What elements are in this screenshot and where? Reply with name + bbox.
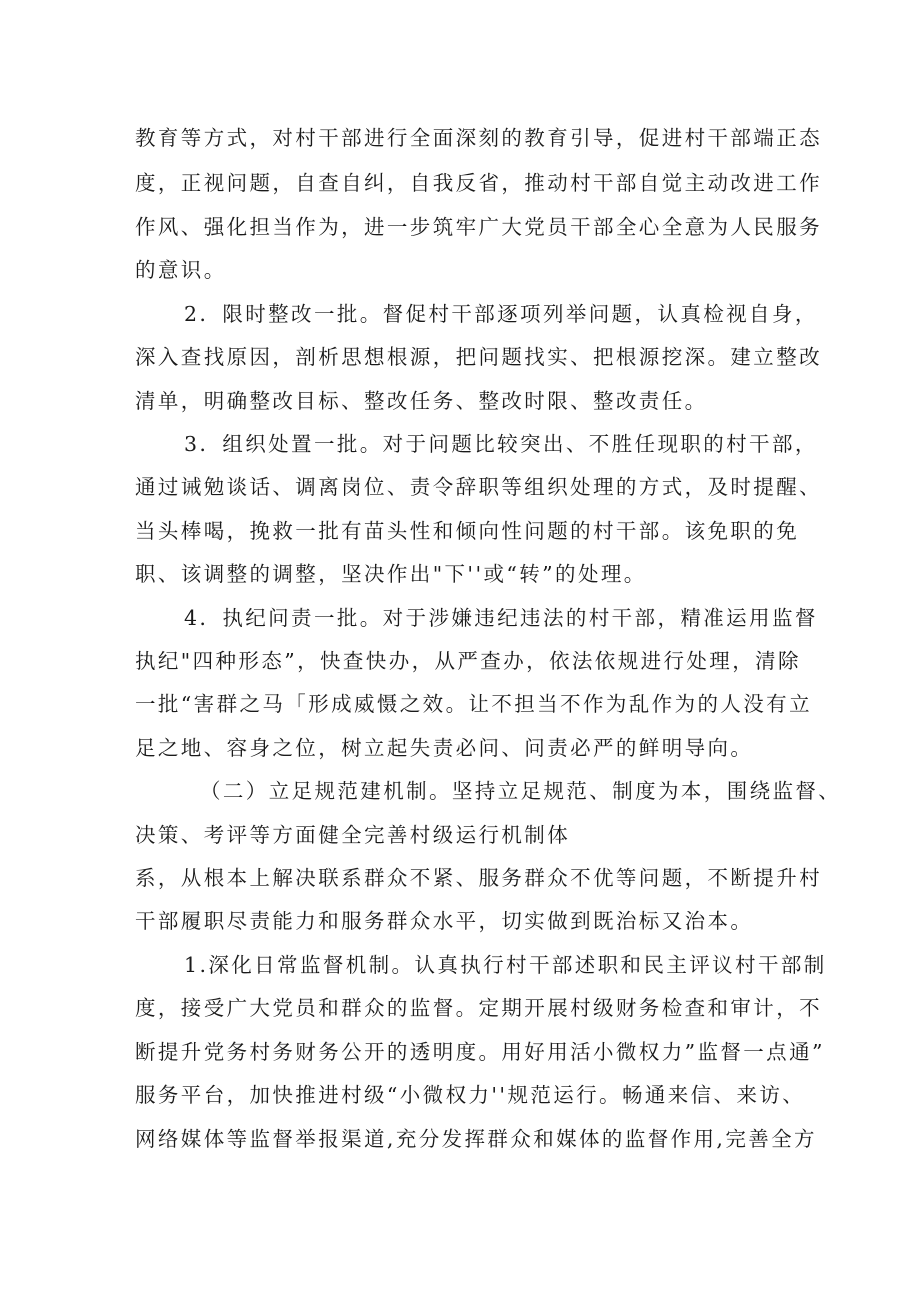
body-text-line: 度，接受广大党员和群众的监督。定期开展村级财务检查和审计，不 [135, 996, 822, 1020]
body-text-line: 职、该调整的调整，坚决作出"下''或“转”的处理。 [135, 562, 647, 586]
body-text-line: 当头棒喝，挽救一批有苗头性和倾向性问题的村干部。该免职的免 [135, 519, 800, 543]
body-text-line: 决策、考评等方面健全完善村级运行机制体 [135, 823, 571, 847]
body-text-line: 执纪"四种形态”，快查快办，从严查办，依法依规进行处理，清除 [135, 649, 801, 673]
body-text-line: 断提升党务村务财务公开的透明度。用好用活小微权力”监督一点通” [135, 1040, 825, 1064]
body-text-line: 干部履职尽责能力和服务群众水平，切实做到既治标又治本。 [135, 909, 754, 933]
body-text-line: 系，从根本上解决联系群众不紧、服务群众不优等问题，不断提升村 [135, 866, 822, 890]
body-text-line: 服务平台，加快推进村级“小微权力''规范运行。畅通来信、来访、 [135, 1083, 806, 1107]
body-text-line: 深入查找原因，剖析思想根源，把问题找实、把根源挖深。建立整改 [135, 345, 822, 369]
body-text-line: 足之地、容身之位，树立起失责必问、问责必严的鲜明导向。 [135, 736, 754, 760]
body-text-line: 通过诫勉谈话、调离岗位、责令辞职等组织处理的方式，及时提醒、 [135, 475, 822, 499]
body-text-line: 的意识。 [135, 258, 227, 282]
list-item-heading: 3．组织处置一批。对于问题比较突出、不胜任现职的村干部， [184, 432, 818, 456]
list-item-heading: 2．限时整改一批。督促村干部逐项列举问题，认真检视自身， [184, 302, 818, 326]
section-heading: （二）立足规范建机制。坚持立足规范、制度为本，围绕监督、 [200, 779, 842, 803]
body-text-line: 教育等方式，对村干部进行全面深刻的教育引导，促进村干部端正态 [135, 126, 822, 150]
body-text-line: 作风、强化担当作为，进一步筑牢广大党员干部全心全意为人民服务 [135, 215, 822, 239]
list-item-heading: 1.深化日常监督机制。认真执行村干部述职和民主评议村干部制 [184, 953, 827, 977]
list-item-heading: 4．执纪问责一批。对于涉嫌违纪违法的村干部，精准运用监督 [184, 606, 818, 630]
body-text-line: 一批“害群之马「形成威慑之效。让不担当不作为乱作为的人没有立 [135, 692, 812, 716]
body-text-line: 网络媒体等监督举报渠道,充分发挥群众和媒体的监督作用,完善全方 [135, 1127, 817, 1151]
body-text-line: 清单，明确整改目标、整改任务、整改时限、整改责任。 [135, 389, 708, 413]
body-text-line: 度，正视问题，自查自纠，自我反省，推动村干部自觉主动改进工作 [135, 171, 822, 195]
